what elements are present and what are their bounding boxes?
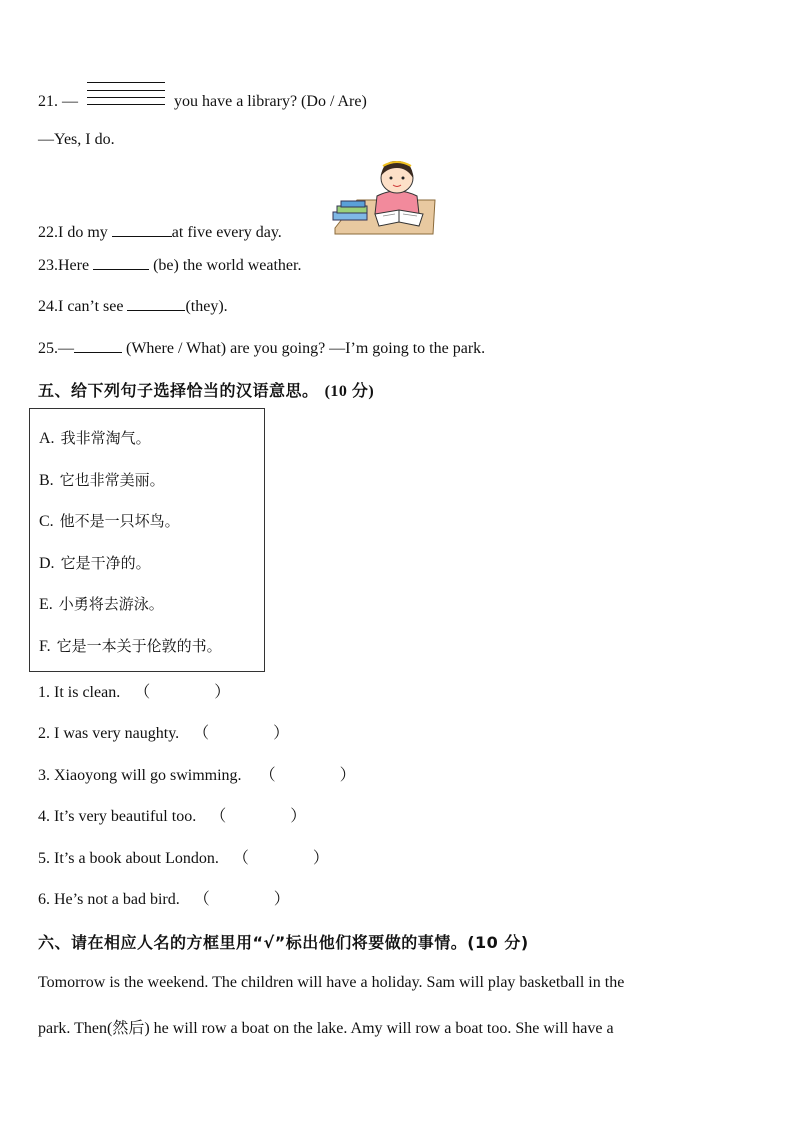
question-24: 24.I can’t see (they). — [38, 298, 228, 315]
answer-parentheses[interactable]: （ ） — [210, 808, 307, 825]
section-5-heading: 五、给下列句子选择恰当的汉语意思。 (10 分) — [38, 381, 375, 400]
sentence-4: 4. It’s very beautiful too. （ ） — [38, 808, 307, 825]
answer-parentheses[interactable]: （ ） — [134, 684, 231, 701]
answer-parentheses[interactable]: （ ） — [259, 767, 356, 784]
option-e: E. 小勇将去游泳。 — [39, 595, 164, 613]
option-b: B. 它也非常美丽。 — [39, 471, 165, 489]
answer-blank[interactable] — [74, 338, 122, 353]
q21-text: you have a library? (Do / Are) — [174, 93, 367, 110]
sentence-1: 1. It is clean. （ ） — [38, 684, 231, 701]
q21-prefix: 21. — — [38, 93, 78, 110]
answer-parentheses[interactable]: （ ） — [193, 891, 290, 908]
girl-reading-illustration — [327, 156, 437, 238]
answer-blank[interactable] — [127, 296, 185, 311]
q21-answer-lines — [87, 82, 165, 106]
answer-parentheses[interactable]: （ ） — [193, 725, 290, 742]
answer-blank[interactable] — [93, 255, 149, 270]
answer-parentheses[interactable]: （ ） — [232, 850, 329, 867]
question-25: 25.— (Where / What) are you going? —I’m going to the park. — [38, 340, 486, 357]
option-d: D. 它是干净的。 — [39, 554, 151, 572]
q21-answer: —Yes, I do. — [38, 131, 115, 148]
sentence-2: 2. I was very naughty. （ ） — [38, 725, 290, 742]
option-f: F. 它是一本关于伦敦的书。 — [39, 637, 222, 655]
option-c: C. 他不是一只坏鸟。 — [39, 512, 180, 530]
question-22: 22.I do my at five every day. — [38, 224, 282, 241]
answer-blank[interactable] — [112, 222, 172, 237]
sentence-5: 5. It’s a book about London. （ ） — [38, 850, 329, 867]
question-21 — [38, 92, 78, 112]
passage-line-2: park. Then(然后) he will row a boat on the lake. Amy will row a boat too. She will have a — [38, 1020, 614, 1037]
option-a: A. 我非常淘气。 — [39, 429, 151, 447]
section-6-heading: 六、请在相应人名的方框里用“√”标出他们将要做的事情。(10 分) — [38, 933, 529, 952]
sentence-3: 3. Xiaoyong will go swimming. （ ） — [38, 767, 356, 784]
passage-line-1: Tomorrow is the weekend. The children will have a holiday. Sam will play basketball in the — [38, 974, 625, 991]
question-23: 23.Here (be) the world weather. — [38, 257, 302, 274]
options-box — [29, 408, 265, 672]
sentence-6: 6. He’s not a bad bird. （ ） — [38, 891, 290, 908]
